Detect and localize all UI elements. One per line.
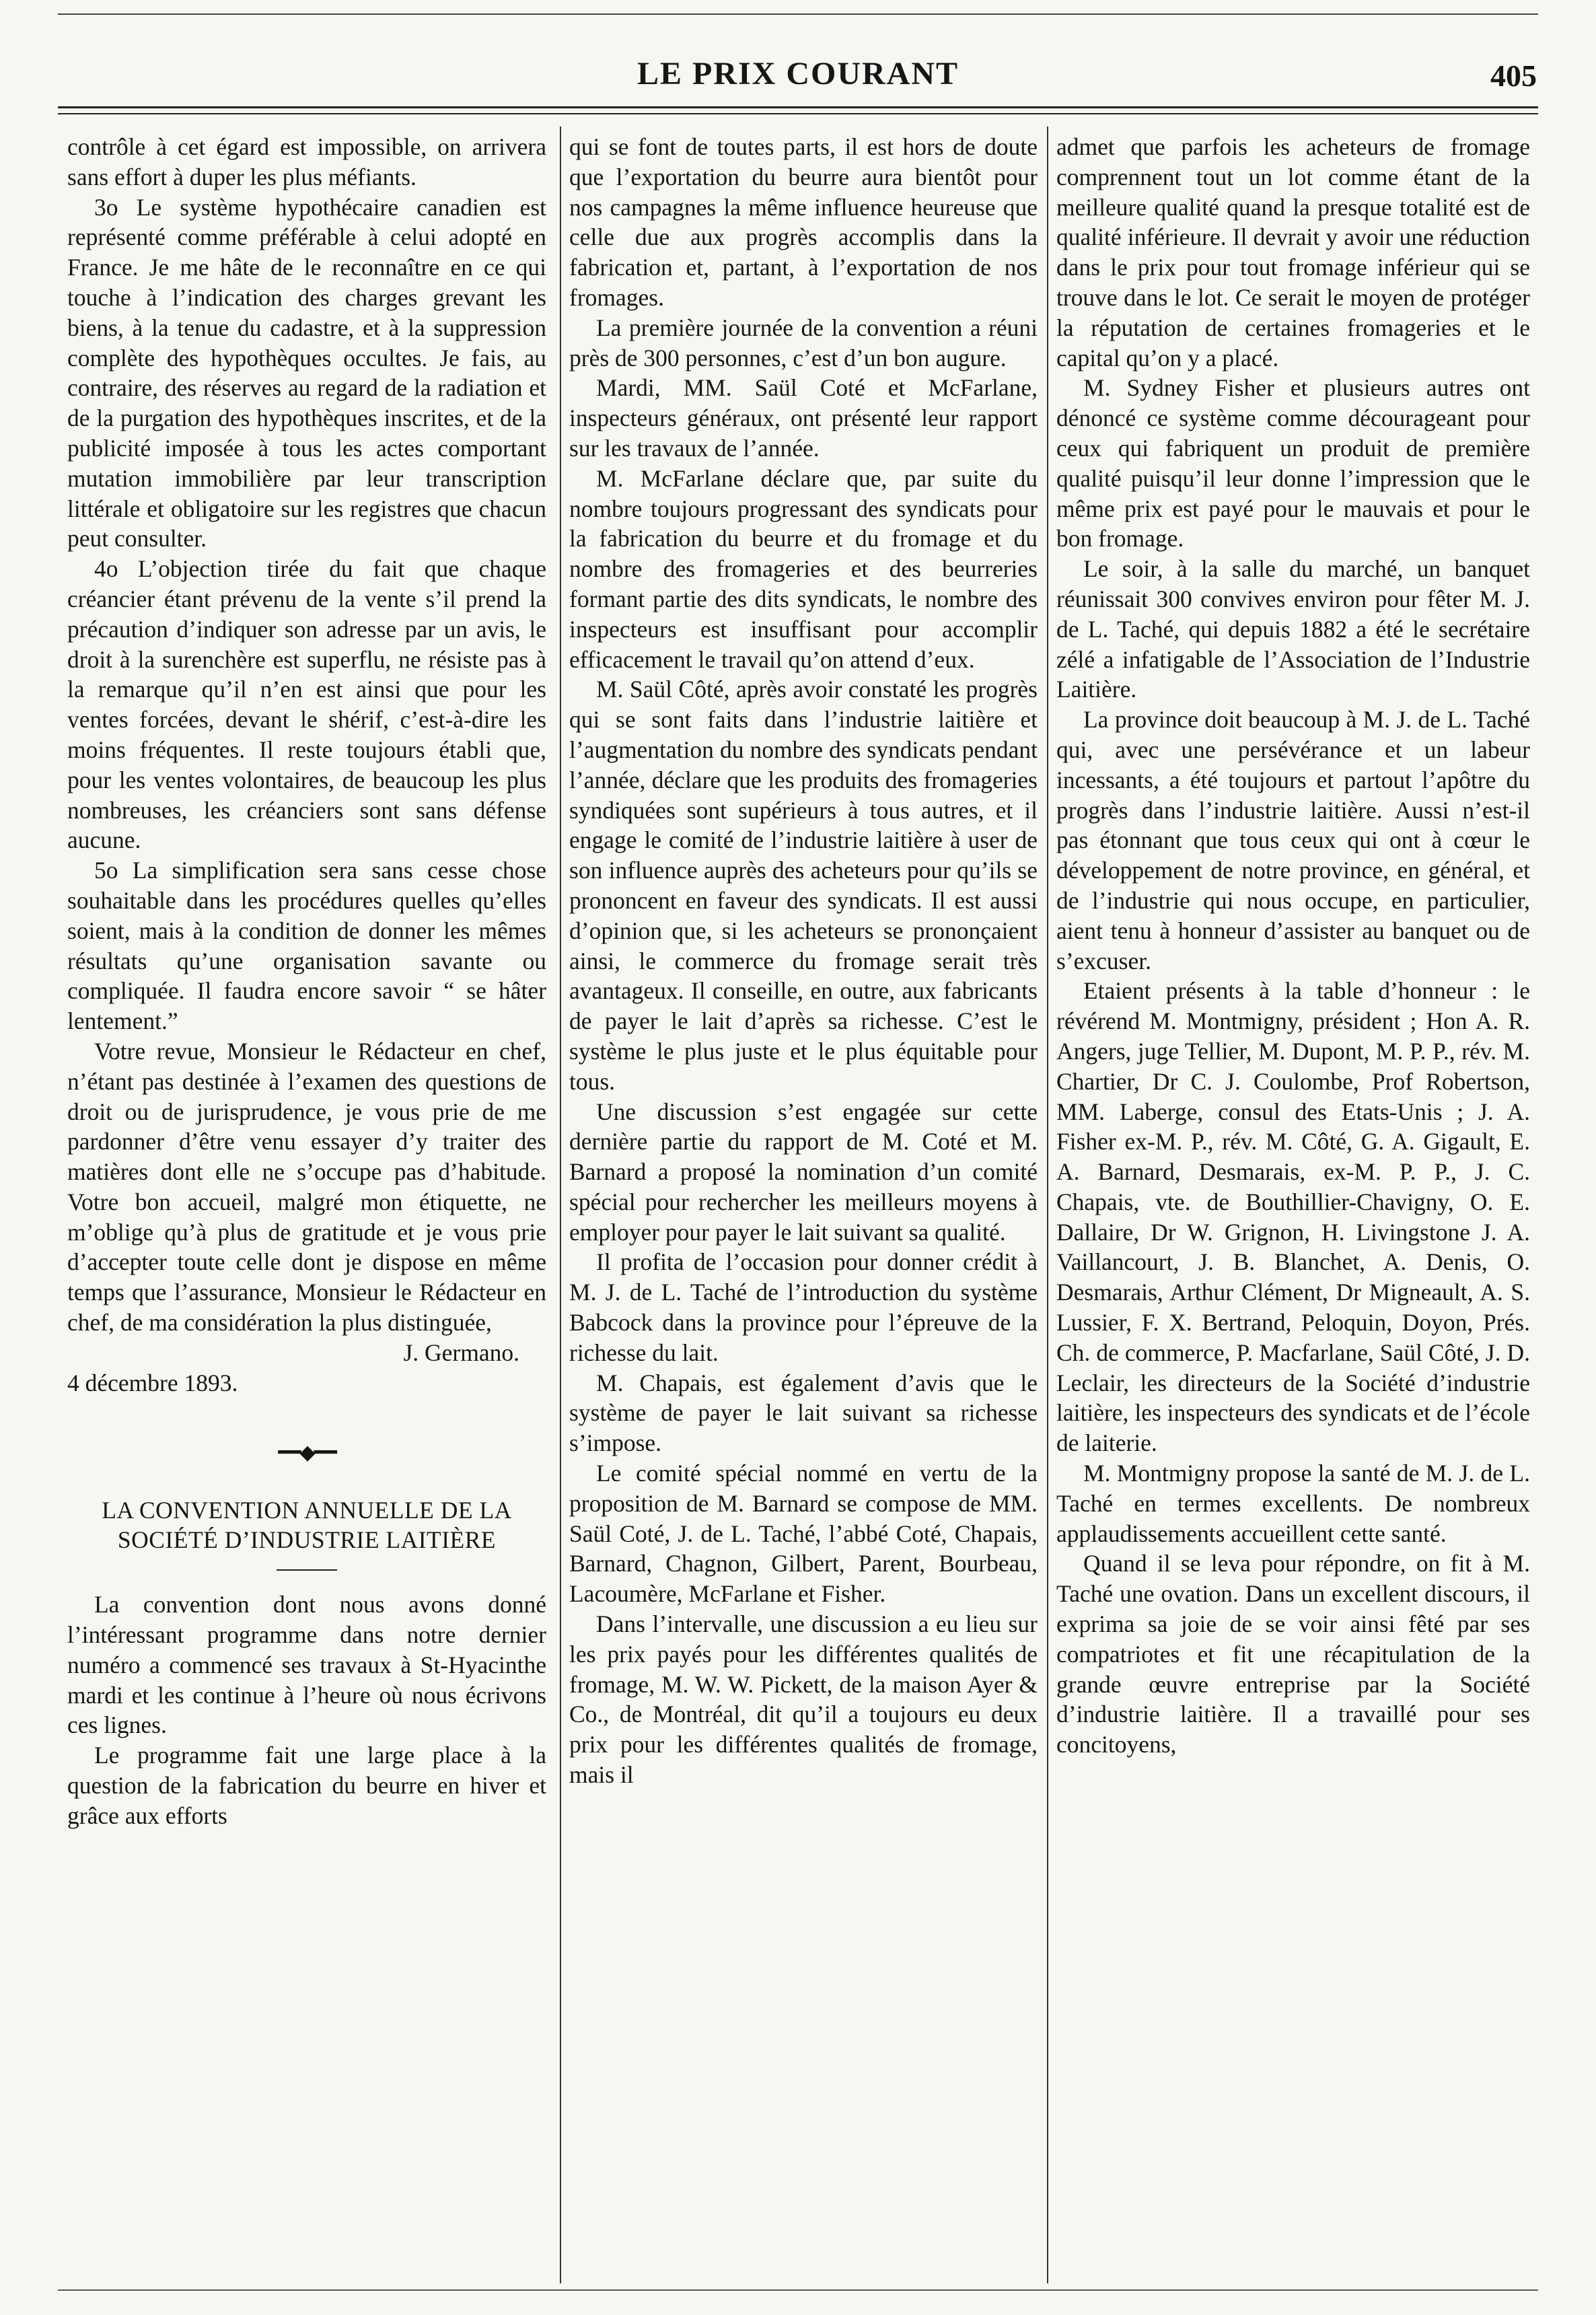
paragraph: Votre revue, Monsieur le Rédacteur en chef, n’étant pas destinée à l’examen des questions de droit ou de jurisprudence, je vous prie de me pardonner d’être venu essayer d’y traiter des matières dont elle ne s’occupe pas d’habitude. Votre bon accueil, malgré mon étiquette, ne m’oblige qu’à plus de gratitude et je vous prie d’accepter toute celle dont je dispose en même temps que l’assurance, Monsieur le Rédacteur en chef, de ma considération la plus distinguée, xyxy=(67,1037,546,1337)
paragraph: Dans l’intervalle, une discussion a eu lieu sur les prix payés pour les différentes qualités de fromage, M. W. W. Pickett, de la maison Ayer & Co., de Montréal, dit qu’il a toujours eu deux prix pour les différentes qualités de fromage, mais il xyxy=(569,1610,1038,1789)
paragraph: 3o Le système hypothécaire canadien est représenté comme préférable à celui adopté en France. Je me hâte de le reconnaître en ce qui touche à l’indication des charges grevant les biens, à la tenue du cadastre, et à la suppression complète des hypothèques occultes. Je fais, au contraire, des réserves au regard de la radiation et de la purgation des hypothèques inscrites, et de la publicité imposée à tous les actes comportant mutation immobilière par leur transcription littérale et obligatoire sur les registres que chacun peut consulter. xyxy=(67,193,546,553)
section-ornament: ━━◆━━ xyxy=(278,1441,336,1464)
paragraph: La province doit beaucoup à M. J. de L. Taché qui, avec une persévérance et un labeur incessants, a été toujours et partout l’apôtre du progrès dans l’industrie laitière. Aussi n’est-il pas étonnant que tous ceux qui ont à cœur le développement de notre province, en général, et de l’industrie qui nous occupe, en particulier, aient tenu à honneur d’assister au banquet ou de s’excuser. xyxy=(1056,706,1530,974)
letter-date: 4 décembre 1893. xyxy=(67,1369,238,1396)
column-3 xyxy=(1056,132,1530,1760)
paragraph: Mardi, MM. Saül Coté et McFarlane, inspecteurs généraux, ont présenté leur rapport sur les travaux de l’année. xyxy=(569,374,1038,462)
paragraph: Une discussion s’est engagée sur cette dernière partie du rapport de M. Coté et M. Barnard a proposé la nomination d’un comité spécial pour rechercher les meilleurs moyens à employer pour payer le lait suivant sa qualité. xyxy=(569,1098,1038,1246)
bottom-rule xyxy=(58,2289,1538,2291)
column-1 xyxy=(67,132,546,1831)
paragraph: admet que parfois les acheteurs de fromage comprennent tout un lot comme étant de la meilleure qualité quand la presque totalité est de qualité inférieure. Il devrait y avoir une réduction dans le prix pour tout fromage inférieur qui se trouve dans le lot. Ce serait le moyen de protéger la réputation de certaines fromageries et le capital qu’on y a placé. xyxy=(1056,133,1530,371)
top-rule xyxy=(58,13,1538,15)
paragraph: M. Sydney Fisher et plusieurs autres ont dénoncé ce système comme décourageant pour ceux qui fabriquent un produit de première qualité puisqu’il leur donne l’impression que le même prix est payé pour le mauvais et pour le bon fromage. xyxy=(1056,374,1530,553)
paragraph: 5o La simplification sera sans cesse chose souhaitable dans les procédures quelles qu’elles soient, mais à la condition de donner les mêmes résultats qu’une organisation savante ou compliquée. Il faudra encore savoir “ se hâter lentement.” xyxy=(67,857,546,1035)
header-rule xyxy=(58,106,1538,108)
column-divider-2 xyxy=(1047,127,1048,2283)
paragraph: 4o L’objection tirée du fait que chaque créancier étant prévenu de la vente s’il prend la précaution d’indiquer son adresse par un avis, le droit à la surenchère est superflu, ne résiste pas à la remarque qu’il n’en est ainsi que pour les ventes forcées, devant le shérif, c’est-à-dire les moins fréquentes. Il reste toujours établi que, pour les ventes volontaires, de beaucoup les plus nombreuses, les créanciers sont sans défense aucune. xyxy=(67,555,546,854)
paragraph: M. McFarlane déclare que, par suite du nombre toujours progressant des syndicats pour la fabrication du beurre et du fromage et du nombre des fromageries et des beurreries formant partie des dits syndicats, le nombre des inspecteurs est insuffisant pour accomplir efficacement le travail qu’on attend d’eux. xyxy=(569,464,1038,673)
paragraph: La première journée de la convention a réuni près de 300 personnes, c’est d’un bon augure. xyxy=(569,314,1038,371)
paragraph: Il profita de l’occasion pour donner crédit à M. J. de L. Taché de l’introduction du système Babcock dans la province pour l’épreuve de la richesse du lait. xyxy=(569,1248,1038,1366)
paragraph: qui se font de toutes parts, il est hors de doute que l’exportation du beurre aura bientôt pour nos campagnes la même influence heureuse que celle due aux progrès accomplis dans la fabrication et, partant, à l’exportation de nos fromages. xyxy=(569,133,1038,311)
paragraph: contrôle à cet égard est impossible, on arrivera sans effort à duper les plus méfiants. xyxy=(67,133,546,190)
column-divider-1 xyxy=(560,127,561,2283)
paragraph: M. Montmigny propose la santé de M. J. de L. Taché en termes excellents. De nombreux applaudissements accueillent cette santé. xyxy=(1056,1460,1530,1547)
header-rule-double xyxy=(58,113,1538,114)
paragraph: Le soir, à la salle du marché, un banquet réunissait 300 convives environ pour fêter M. J. de L. Taché, qui depuis 1882 a été le secrétaire zélé a infatigable de l’Association de l’Industrie Laitière. xyxy=(1056,555,1530,703)
page-title: LE PRIX COURANT xyxy=(637,56,959,92)
section-heading: LA CONVENTION ANNUELLE DE LA SOCIÉTÉ D’INDUSTRIE LAITIÈRE xyxy=(102,1497,512,1554)
paragraph: Quand il se leva pour répondre, on fit à M. Taché une ovation. Dans un excellent discours, il exprima sa joie de se voir ainsi fêté par ses compatriotes et fit une récapitulation de la grande œuvre entreprise par la Société d’industrie laitière. Il a travaillé pour ses concitoyens, xyxy=(1056,1550,1530,1758)
paragraph: Le programme fait une large place à la question de la fabrication du beurre en hiver et grâce aux efforts xyxy=(67,1742,546,1829)
paragraph: Etaient présents à la table d’honneur : le révérend M. Montmigny, président ; Hon A. R. Angers, juge Tellier, M. Dupont, M. P. P., rév. M. Chartier, Dr C. J. Coulombe, Prof Robertson, MM. Laberge, consul des Etats-Unis ; J. A. Fisher ex-M. P., rév. M. Côté, G. A. Gigault, E. A. Barnard, Desmarais, ex-M. P. P., J. C. Chapais, vte. de Bouthillier-Chavigny, O. E. Dallaire, Dr W. Grignon, H. Livingstone J. A. Vaillancourt, J. B. Blanchet, A. Denis, O. Desmarais, Arthur Clément, Dr Migneault, A. S. Lussier, F. X. Bertrand, Peloquin, Doyon, Prés. Ch. de commerce, P. Macfarlane, Saül Côté, J. D. Leclair, les directeurs de la Société d’industrie laitière, les inspecteurs des syndicats et de l’école de laiterie. xyxy=(1056,977,1530,1457)
column-2 xyxy=(569,132,1038,1790)
signature: J. Germano. xyxy=(403,1339,519,1366)
page-number: 405 xyxy=(1490,59,1537,93)
paragraph: La convention dont nous avons donné l’intéressant programme dans notre dernier numéro a commencé ses travaux à St-Hyacinthe mardi et les continue à l’heure où nous écrivons ces lignes. xyxy=(67,1591,546,1739)
heading-rule xyxy=(277,1569,337,1571)
paragraph: M. Chapais, est également d’avis que le système de payer le lait suivant sa richesse s’impose. xyxy=(569,1369,1038,1457)
page-header xyxy=(0,0,1596,108)
paragraph: Le comité spécial nommé en vertu de la proposition de M. Barnard se compose de MM. Saül Coté, J. de L. Taché, l’abbé Coté, Chapais, Barnard, Chagnon, Gilbert, Parent, Bourbeau, Lacoumère, McFarlane et Fisher. xyxy=(569,1460,1038,1608)
paragraph: M. Saül Côté, après avoir constaté les progrès qui se sont faits dans l’industrie laitière et l’augmentation du nombre des syndicats pendant l’année, déclare que les produits des fromageries syndiquées sont supérieurs à tous autres, et il engage le comité de l’industrie laitière à user de son influence auprès des acheteurs pour qu’ils se prononcent en faveur des syndicats. Il est aussi d’opinion que, si les acheteurs se prononçaient ainsi, le commerce du fromage serait très avantageux. Il conseille, en outre, aux fabricants de payer le lait d’après sa richesse. C’est le système le plus juste et le plus équitable pour tous. xyxy=(569,676,1038,1095)
